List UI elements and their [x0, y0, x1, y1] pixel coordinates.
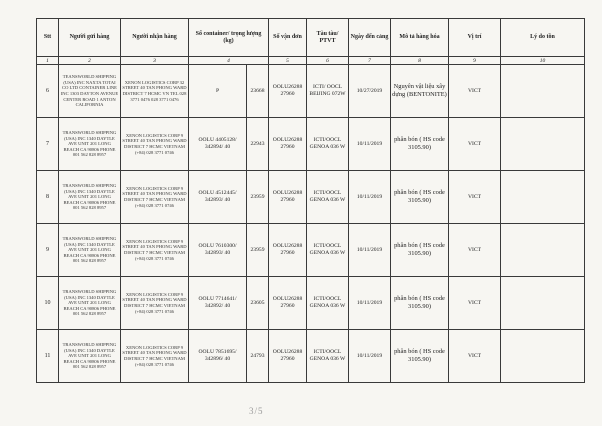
row-bill: OOLU26288 27960 — [269, 171, 307, 224]
table-row — [37, 118, 585, 171]
table-row — [37, 65, 585, 118]
row-date: 10/11/2019 — [349, 277, 391, 330]
column-number: 4 — [189, 57, 269, 65]
table-row — [37, 277, 585, 330]
row-location: VICT — [449, 330, 501, 383]
column-number: 10 — [501, 57, 585, 65]
header-sender: Người gửi hàng — [59, 19, 121, 57]
row-receiver: XENON LOGISTICS CORP 9 STREET 40 TAN PHONG WARD DISTRICT 7 HCMC VIETNAM (+84) 028 3771 0746 — [121, 277, 189, 330]
row-sender: TRANSWORLD SHIPPING (USA) INC 1340 DAYTLE AVE UNIT 201 LONG BEACH CA 90806 PHONE 001 562 828 8957 — [59, 118, 121, 171]
page-number: 3/5 — [249, 406, 264, 416]
row-stt: 7 — [37, 118, 59, 171]
row-container: OOLU 4405128/ 342894/ 40 — [189, 118, 247, 171]
row-stt: 8 — [37, 171, 59, 224]
row-vessel: ICTI/OOCL GENOA 036 W — [307, 277, 349, 330]
row-date: 10/11/2019 — [349, 171, 391, 224]
row-date: 10/27/2019 — [349, 65, 391, 118]
row-weight: 24793 — [247, 330, 269, 383]
row-description: Nguyên vật liệu xây dựng (BENTONITE) — [391, 65, 449, 118]
row-container: OOLU 4512445/ 342893/ 40 — [189, 171, 247, 224]
row-vessel: ICTI/OOCL GENOA 036 W — [307, 224, 349, 277]
row-container: OOLU 7610300/ 342893/ 40 — [189, 224, 247, 277]
row-stt: 10 — [37, 277, 59, 330]
column-number: 9 — [449, 57, 501, 65]
row-description: phân bón ( HS code 3105.90) — [391, 171, 449, 224]
row-date: 10/11/2019 — [349, 330, 391, 383]
header-bill: Số vận đơn — [269, 19, 307, 57]
row-weight: 23668 — [247, 65, 269, 118]
header-description: Mô tả hàng hóa — [391, 19, 449, 57]
row-date: 10/11/2019 — [349, 224, 391, 277]
row-reason — [501, 224, 585, 277]
header-stt: Stt — [37, 19, 59, 57]
row-vessel: ICTI/OOCL GENOA 036 W — [307, 330, 349, 383]
row-container: OOLU 7851695/ 342896/ 40 — [189, 330, 247, 383]
row-location: VICT — [449, 277, 501, 330]
row-sender: TRANSWORLD SHIPPING (USA) INC 1340 DAYTLE AVE UNIT 201 LONG BEACH CA 90806 PHONE 001 562 828 8957 — [59, 277, 121, 330]
row-description: phân bón ( HS code 3105.90) — [391, 118, 449, 171]
row-description: phân bón ( HS code 3105.90) — [391, 330, 449, 383]
row-receiver: XENON LOGISTICS CORP 9 STREET 40 TAN PHONG WARD DISTRICT 7 HCMC VIETNAM (+84) 028 3771 0746 — [121, 171, 189, 224]
header-row — [37, 19, 585, 57]
row-weight: 23959 — [247, 171, 269, 224]
row-description: phân bón ( HS code 3105.90) — [391, 224, 449, 277]
table-row — [37, 171, 585, 224]
column-number: 3 — [121, 57, 189, 65]
row-sender: TRANSWORLD SHIPPING (USA) INC 1340 DAYTLE AVE UNIT 201 LONG BEACH CA 90806 PHONE 001 562 828 8957 — [59, 224, 121, 277]
column-number: 8 — [391, 57, 449, 65]
row-weight: 22943 — [247, 118, 269, 171]
column-number-row — [37, 57, 585, 65]
column-number: 6 — [307, 57, 349, 65]
column-number: 5 — [269, 57, 307, 65]
table-row — [37, 224, 585, 277]
row-location: VICT — [449, 171, 501, 224]
row-reason — [501, 330, 585, 383]
row-container: OOLU 7714641/ 342892/ 40 — [189, 277, 247, 330]
column-number: 1 — [37, 57, 59, 65]
row-receiver: XENON LOGISTICS CORP 9 STREET 40 TAN PHONG WARD DISTRICT 7 HCMC VIETNAM (+84) 028 3771 0746 — [121, 224, 189, 277]
row-stt: 9 — [37, 224, 59, 277]
header-location: Vị trí — [449, 19, 501, 57]
row-bill: OOLU26288 27960 — [269, 224, 307, 277]
row-description: phân bón ( HS code 3105.90) — [391, 277, 449, 330]
table-row — [37, 330, 585, 383]
row-bill: OOLU26288 27960 — [269, 118, 307, 171]
row-reason — [501, 171, 585, 224]
header-container: Số container/ trọng lượng (kg) — [189, 19, 269, 57]
row-receiver: XENON LOGISTICS CORP 9 STREET 40 TAN PHONG WARD DISTRICT 7 HCMC VIETNAM (+84) 028 3771 0746 — [121, 330, 189, 383]
header-reason: Lý do tồn — [501, 19, 585, 57]
column-number: 7 — [349, 57, 391, 65]
row-vessel: ICTI/OOCL GENOA 036 W — [307, 171, 349, 224]
row-bill: OOLU26288 27960 — [269, 330, 307, 383]
row-weight: 23605 — [247, 277, 269, 330]
row-reason — [501, 277, 585, 330]
row-sender: TRANSWORLD SHIPPING (USA) INC 1340 DAYTLE AVE UNIT 201 LONG BEACH CA 90806 PHONE 001 562 828 8957 — [59, 171, 121, 224]
cargo-table — [36, 18, 585, 383]
row-reason — [501, 65, 585, 118]
row-receiver: XENON LOGISTICS CORP 32 STREET 40 TAN PHONG WARD DISTRICT 7 HCMC VN TEL 028 3771 0476 028 3771 0476 — [121, 65, 189, 118]
row-stt: 11 — [37, 330, 59, 383]
row-reason — [501, 118, 585, 171]
row-bill: OOLU26288 27960 — [269, 65, 307, 118]
row-location: VICT — [449, 224, 501, 277]
row-weight: 23959 — [247, 224, 269, 277]
row-vessel: ICTI/OOCL GENOA 036 W — [307, 118, 349, 171]
column-number: 2 — [59, 57, 121, 65]
row-stt: 6 — [37, 65, 59, 118]
row-receiver: XENON LOGISTICS CORP 9 STREET 40 TAN PHONG WARD DISTRICT 7 HCMC VIETNAM (+84) 028 3771 0746 — [121, 118, 189, 171]
row-bill: OOLU26288 27960 — [269, 277, 307, 330]
row-sender: TRANSWORLD SHIPPING (USA) INC 1340 DAYTLE AVE UNIT 201 LONG BEACH CA 90806 PHONE 001 562 828 8957 — [59, 330, 121, 383]
row-container: P — [189, 65, 247, 118]
row-location: VICT — [449, 65, 501, 118]
row-location: VICT — [449, 118, 501, 171]
row-sender: TEANSWORLD SHIPPING (USA) INC NAXTA TOTAI CO LTD CONTAINER LINE INC 1303 DAYTON AVENUE CENTER ROAD 1 ANTON CALIFORNIA — [59, 65, 121, 118]
header-receiver: Người nhận hàng — [121, 19, 189, 57]
header-date: Ngày đến cảng — [349, 19, 391, 57]
row-date: 10/11/2019 — [349, 118, 391, 171]
row-vessel: ICTI/ OOCL BEIJING 072W — [307, 65, 349, 118]
header-vessel: Tàu tàu/ PTVT — [307, 19, 349, 57]
